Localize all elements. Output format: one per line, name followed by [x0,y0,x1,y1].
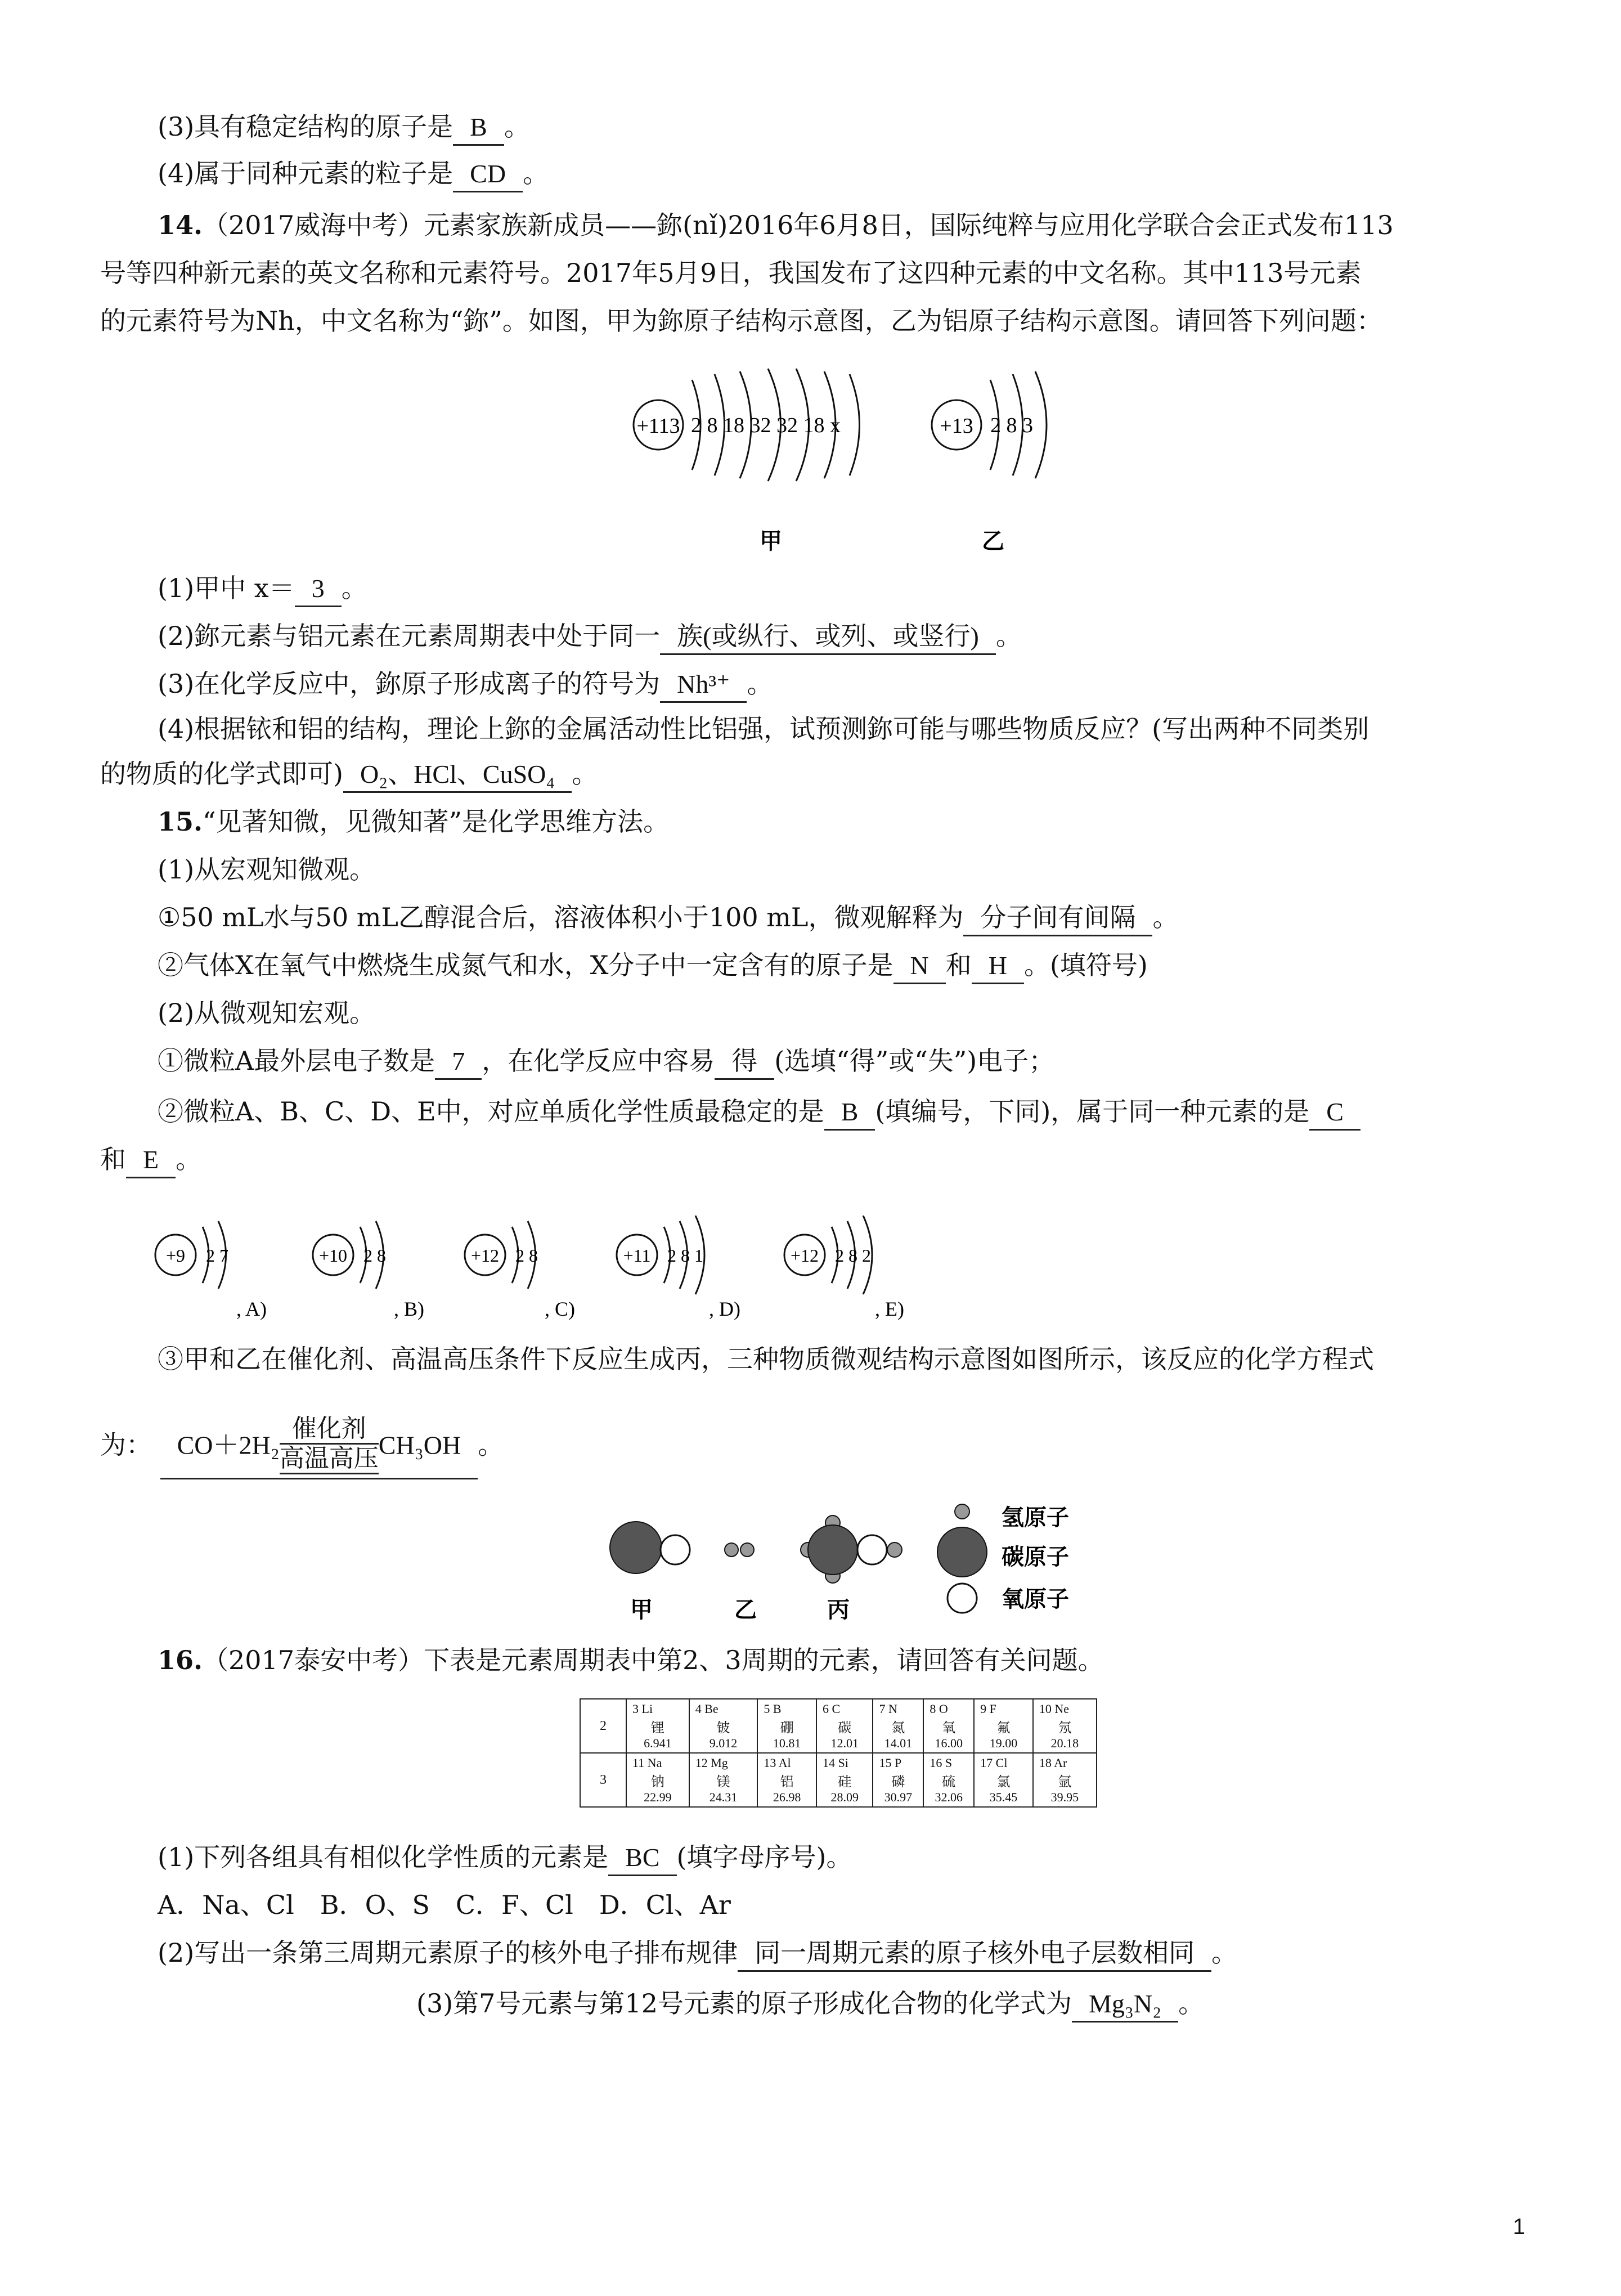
svg-text:, B): , B) [394,1298,424,1320]
element-cell: 17 Cl 氯 35.45 [974,1753,1033,1807]
svg-text:氢原子: 氢原子 [1002,1504,1069,1531]
q15-part2: (2)从微观知宏观。 [158,998,376,1028]
equation-answer[interactable]: CO＋2H₂ 催化剂 高温高压 CH₃OH [160,1418,478,1479]
q14-part4-line2: 的物质的化学式即可) O₂、HCl、CuSO₄ 。 [100,757,1621,793]
q14-line2: 号等四种新元素的英文名称和元素符号。2017年5月9日，我国发布了这四种元素的中文名称。其中113号元素 [100,258,1362,288]
element-cell: 7 N 氮 14.01 [873,1699,923,1753]
svg-text:乙: 乙 [982,528,1004,554]
svg-text:2 8 1: 2 8 1 [667,1245,703,1266]
particle-d [617,1216,740,1320]
svg-text:2 8: 2 8 [515,1245,538,1266]
q14-part1: (1)甲中 x＝ 3 。 [158,571,1621,607]
answer-blank[interactable]: O₂、HCl、CuSO₄ [343,757,572,793]
element-cell: 18 Ar 氩 39.95 [1033,1753,1097,1807]
q16-part2: (2)写出一条第三周期元素原子的核外电子排布规律 同一周期元素的原子核外电子层数相同 。 [158,1936,1621,1972]
periodic-table [580,1698,1097,1808]
q14-part4-line1: (4)根据铱和铝的结构，理论上鉨的金属活动性比铝强，试预测鉨可能与哪些物质反应？(写出两种不同类别 [158,714,1369,744]
svg-text:+13: +13 [940,414,973,438]
answer-blank[interactable]: B [824,1095,875,1131]
molecule-bing [801,1515,902,1583]
answer-blank[interactable]: 得 [715,1044,774,1080]
answer-blank[interactable]: BC [608,1841,676,1876]
svg-text:, D): , D) [709,1298,740,1320]
svg-text:+9: +9 [165,1245,186,1266]
answer-blank[interactable]: C [1309,1095,1360,1131]
particle-c [465,1221,575,1320]
element-cell: 13 Al 铝 26.98 [757,1753,816,1807]
molecule-jia [610,1522,690,1573]
svg-text:2 8: 2 8 [363,1245,386,1266]
svg-text:乙: 乙 [734,1597,757,1623]
element-cell: 4 Be 铍 9.012 [689,1699,758,1753]
svg-text:2 8 18 32 32 18 x: 2 8 18 32 32 18 x [691,414,841,437]
svg-text:2 7: 2 7 [206,1245,228,1266]
q15-part2b: ②微粒A、B、C、D、E中，对应单质化学性质最稳定的是 B (填编号，下同)，属于同一种元素的是 C [158,1095,1621,1131]
q13-part3: (3)具有稳定结构的原子是 B 。 [158,110,1621,146]
q15-intro: 15.“见著知微，见微知著”是化学思维方法。 [158,806,670,837]
q15-part1: (1)从宏观知微观。 [158,854,376,885]
oxygen-legend-icon [948,1584,977,1613]
svg-text:+113: +113 [636,414,680,438]
svg-text:甲: 甲 [630,1597,653,1623]
reaction-condition: 催化剂 高温高压 [280,1415,379,1474]
svg-text:2 8 3: 2 8 3 [990,414,1033,437]
svg-text:丙: 丙 [827,1597,850,1623]
answer-blank[interactable]: H [972,949,1024,984]
page-number: 1 [1512,2214,1525,2239]
particle-b [313,1221,424,1320]
q14-part3: (3)在化学反应中，鉨原子形成离子的符号为 Nh³⁺ 。 [158,667,1621,703]
particle-diagrams [152,1216,951,1322]
answer-blank[interactable]: B [453,110,504,146]
svg-text:+11: +11 [623,1245,651,1266]
element-cell: 5 B 硼 10.81 [757,1699,816,1753]
particle-e [784,1216,904,1320]
molecule-diagram [602,1491,1108,1632]
svg-text:碳原子: 碳原子 [1002,1544,1069,1570]
answer-blank[interactable]: N [893,949,946,984]
q16-part1: (1)下列各组具有相似化学性质的元素是 BC (填字母序号)。 [158,1840,1621,1876]
q15-part1b: ②气体X在氧气中燃烧生成氮气和水，X分子中一定含有的原子是 N 和 H 。(填符号) [158,948,1621,984]
svg-text:+12: +12 [790,1245,819,1266]
element-cell: 8 O 氧 16.00 [923,1699,974,1753]
svg-text:, E): , E) [875,1298,904,1320]
particle-a [155,1221,267,1320]
answer-blank[interactable]: 同一周期元素的原子核外电子层数相同 [738,1936,1211,1972]
answer-blank[interactable]: 分子间有间隔 [963,901,1152,936]
q14-part2: (2)鉨元素与铝元素在元素周期表中处于同一 族(或纵行、或列、或竖行) 。 [158,619,1621,655]
element-cell: 12 Mg 镁 24.31 [689,1753,758,1807]
svg-text:, C): , C) [545,1298,575,1320]
element-cell: 6 C 碳 12.01 [816,1699,873,1753]
answer-blank[interactable]: 族(或纵行、或列、或竖行) [660,620,996,655]
element-cell: 10 Ne 氖 20.18 [1033,1699,1097,1753]
q16-intro: 16.（2017泰安中考）下表是元素周期表中第2、3周期的元素，请回答有关问题。 [158,1645,1104,1675]
q16-options: A．Na、Cl B．O、S C．F、Cl D．Cl、Ar [158,1890,731,1920]
q15-part1a: ①50 mL水与50 mL乙醇混合后，溶液体积小于100 mL，微观解释为 分子间有间隔 。 [158,900,1621,936]
element-cell: 14 Si 硅 28.09 [816,1753,873,1807]
q15-part2a: ①微粒A最外层电子数是 7 ，在化学反应中容易 得 (选填“得”或“失”)电子； [158,1044,1621,1080]
answer-blank[interactable]: Mg₃N₂ [1072,1987,1178,2023]
carbon-legend-icon [937,1527,987,1577]
atom-yi [932,371,1047,554]
svg-text:, A): , A) [236,1298,267,1320]
q14-line3: 的元素符号为Nh，中文名称为“鉨”。如图，甲为鉨原子结构示意图，乙为铝原子结构示意图。请回答下列问题： [100,306,1382,336]
q15-part2b-line2: 和 E 。 [100,1142,1621,1178]
atom-structure-diagrams [630,357,1069,560]
element-cell: 16 S 硫 32.06 [923,1753,974,1807]
svg-text:+10: +10 [318,1245,348,1266]
q14-line1: 14.（2017威海中考）元素家族新成员——鉨(nǐ)2016年6月8日，国际纯粹与应用化学联合会正式发布113 [158,210,1394,240]
svg-text:氧原子: 氧原子 [1002,1586,1069,1612]
answer-blank[interactable]: 3 [295,572,342,607]
q15-part3-equation: 为： CO＋2H₂ 催化剂 高温高压 CH₃OH 。 [100,1418,1621,1479]
element-cell: 9 F 氟 19.00 [974,1699,1033,1753]
hydrogen-legend-icon [955,1504,969,1519]
element-cell: 3 Li 锂 6.941 [626,1699,689,1753]
answer-blank[interactable]: E [126,1143,176,1178]
period-3-row: 3 11 Na 钠 22.99 12 Mg 镁 24.31 13 Al 铝 26.98 14 Si 硅 28.09 15 P 磷 30.97 16 S 硫 32.06 17 Cl 氯 35.45 18 Ar 氩 39.95 [580,1753,1097,1807]
q15-part3-line1: ③甲和乙在催化剂、高温高压条件下反应生成丙，三种物质微观结构示意图如图所示，该反应的化学方程式 [158,1344,1374,1374]
svg-text:+12: +12 [470,1245,500,1266]
q13-part4: (4)属于同种元素的粒子是 CD 。 [158,156,1621,192]
period-2-row: 2 3 Li 锂 6.941 4 Be 铍 9.012 5 B 硼 10.81 6 C 碳 12.01 7 N 氮 14.01 8 O 氧 16.00 9 F 氟 19.00 10 Ne 氖 20.18 [580,1699,1097,1753]
element-cell: 15 P 磷 30.97 [873,1753,923,1807]
answer-blank[interactable]: Nh³⁺ [660,667,747,703]
svg-text:2 8 2: 2 8 2 [835,1245,871,1266]
element-cell: 11 Na 钠 22.99 [626,1753,689,1807]
svg-text:甲: 甲 [760,528,782,554]
q16-part3: (3)第7号元素与第12号元素的原子形成化合物的化学式为 Mg₃N₂ 。 [416,1986,1621,2023]
atom-jia [634,369,860,554]
molecule-yi [725,1543,754,1557]
legend [937,1504,1069,1613]
answer-blank[interactable]: CD [453,157,523,192]
answer-blank[interactable]: 7 [435,1044,482,1080]
